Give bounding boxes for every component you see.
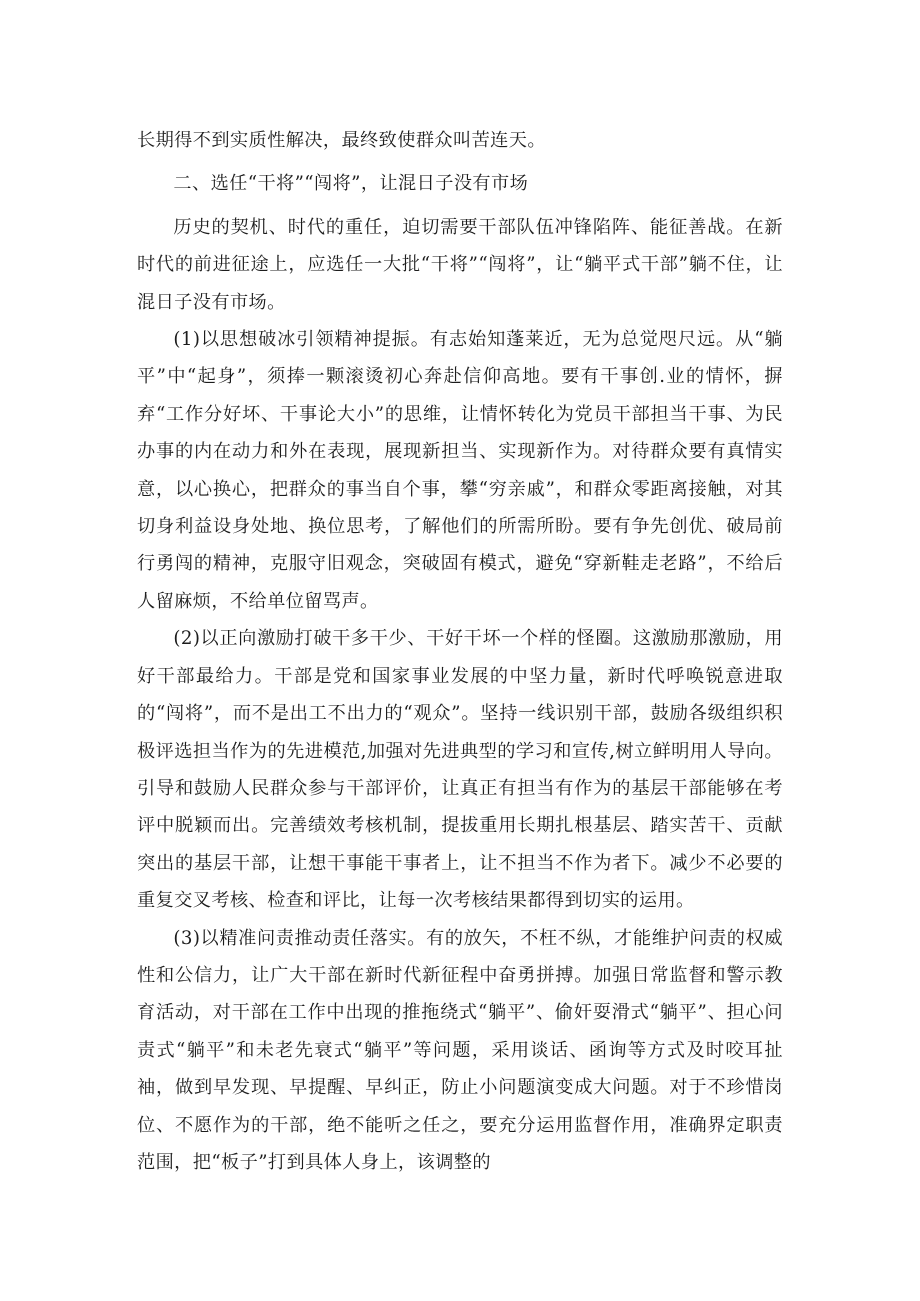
- paragraph-point-3: (3)以精准问责推动责任落实。有的放矢，不枉不纵，才能维护问责的权威性和公信力，让广大干部在新时代新征程中奋勇拼搏。加强日常监督和警示教育活动，对干部在工作中出现的推拖绕式“躺平”、偷奸耍滑式“躺平”、担心问责式“躺平”和未老先衰式“躺平”等问题，采用谈话、函询等方式及时咬耳扯袖，做到早发现、早提醒、早纠正，防止小问题演变成大问题。对于不珍惜岗位、不愿作为的干部，绝不能听之任之，要充分运用监督作用，准确界定职责范围，把“板子”打到具体人身上，该调整的: [137, 927, 783, 1173]
- document-body: [137, 122, 783, 1181]
- paragraph-point-1: (1)以思想破冰引领精神提振。有志始知蓬莱近，无为总觉咫尺远。从“躺平”中“起身”，须捧一颗滚烫初心奔赴信仰高地。要有干事创.业的情怀，摒弃“工作分好坏、干事论大小”的思维，让情怀转化为党员干部担当干事、为民办事的内在动力和外在表现，展现新担当、实现新作为。对待群众要有真情实意，以心换心，把群众的事当自个事，攀“穷亲戚”，和群众零距离接触，对其切身利益设身处地、换位思考，了解他们的所需所盼。要有争先创优、破局前行勇闯的精神，克服守旧观念，突破固有模式，避免“穿新鞋走老路”，不给后人留麻烦，不给单位留骂声。: [137, 329, 783, 612]
- section-heading: 二、选任“干将”“闯将”，让混日子没有市场: [173, 173, 529, 195]
- paragraph-point-2: (2)以正向激励打破干多干少、干好干坏一个样的怪圈。这激励那激励，用好干部最给力。干部是党和国家事业发展的中坚力量，新时代呼唤锐意进取的“闯将”，而不是出工不出力的“观众”。坚持一线识别干部，鼓励各级组织积极评选担当作为的先进模范,加强对先进典型的学习和宣传,树立鲜明用人导向。引导和鼓励人民群众参与干部评价，让真正有担当有作为的基层干部能够在考评中脱颖而出。完善绩效考核机制，提拔重用长期扎根基层、踏实苦干、贡献突出的基层干部，让想干事能干事者上，让不担当不作为者下。减少不必要的重复交叉考核、检查和评比，让每一次考核结果都得到切实的运用。: [137, 628, 783, 912]
- paragraph-intro: 历史的契机、时代的重任，迫切需要干部队伍冲锋陷阵、能征善战。在新时代的前进征途上，应选任一大批“干将”“闯将”，让“躺平式干部”躺不住，让混日子没有市场。: [137, 216, 783, 313]
- paragraph-continuation: 长期得不到实质性解决，最终致使群众叫苦连天。: [137, 130, 546, 151]
